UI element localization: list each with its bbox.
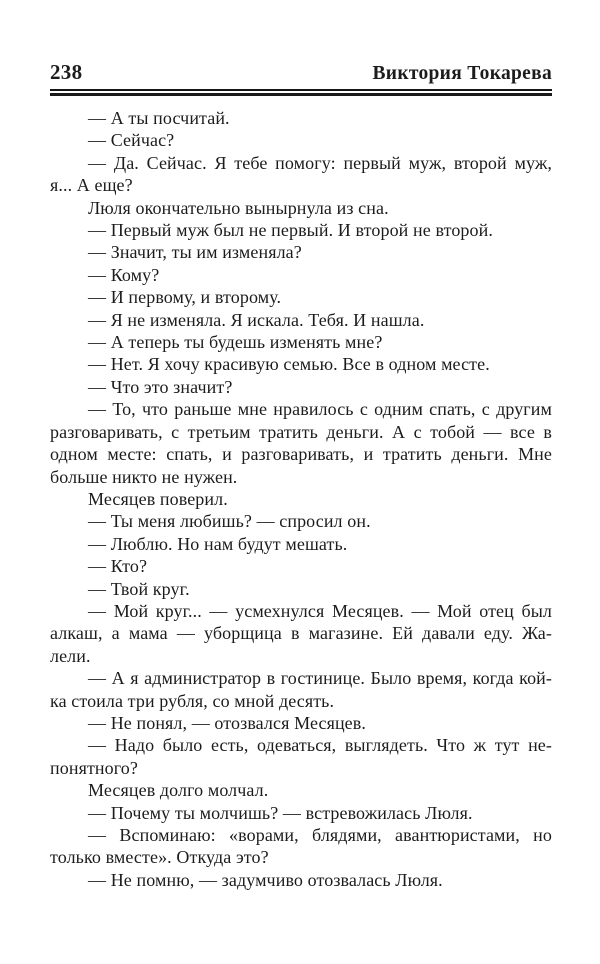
text-line: — Кто? bbox=[88, 556, 148, 577]
text-line: — Не помню, — задумчиво отозвалась Люля. bbox=[88, 869, 443, 890]
text-line: Месяцев поверил. bbox=[88, 488, 228, 509]
text-line: — Нет. Я хочу красивую семью. Все в одном месте. bbox=[88, 354, 490, 375]
text-line: — Мой круг... — усмехнулся Месяцев. — Мой отец был bbox=[88, 600, 552, 621]
text-line: — То, что раньше мне нравилось с одним спать, с другим bbox=[88, 399, 552, 420]
text-line: я... А еще? bbox=[50, 175, 133, 196]
text-line: лели. bbox=[50, 645, 91, 666]
text-line: — Надо было есть, одеваться, выглядеть. Что ж тут не- bbox=[88, 735, 552, 756]
text-line: одном месте: спать, и разговаривать, и тратить деньги. Мне bbox=[50, 444, 552, 465]
text-line: — И первому, и второму. bbox=[88, 287, 282, 308]
text-line: — Не понял, — отозвался Месяцев. bbox=[88, 712, 366, 733]
text-line: — Что это значит? bbox=[88, 376, 233, 397]
text-line: — А я администратор в гостинице. Было время, когда кой- bbox=[88, 668, 552, 689]
text-line: — Первый муж был не первый. И второй не второй. bbox=[88, 220, 493, 241]
text-body bbox=[50, 107, 552, 891]
text-line: понятного? bbox=[50, 757, 138, 778]
text-line: алкаш, а мама — уборщица в магазине. Ей давали еду. Жа- bbox=[50, 623, 552, 644]
text-line: Люля окончательно вынырнула из сна. bbox=[88, 197, 389, 218]
text-line: — А ты посчитай. bbox=[88, 108, 230, 128]
text-line: — Сейчас? bbox=[88, 130, 175, 151]
text-line: — Почему ты молчишь? — встревожилась Люля. bbox=[88, 802, 473, 823]
page-number: 238 bbox=[50, 60, 83, 84]
text-line: — Я не изменяла. Я искала. Тебя. И нашла. bbox=[88, 309, 425, 330]
text-line: — А теперь ты будешь изменять мне? bbox=[88, 332, 383, 353]
author-name: Виктория Токарева bbox=[372, 63, 552, 84]
text-line: — Твой круг. bbox=[88, 578, 190, 599]
text-line: только вместе». Откуда это? bbox=[50, 847, 269, 868]
text-line: — Вспоминаю: «ворами, блядями, авантюристами, но bbox=[88, 825, 552, 845]
text-line: ка стоила три рубля, со мной десять. bbox=[50, 690, 335, 711]
text-line: — Люблю. Но нам будут мешать. bbox=[88, 533, 348, 554]
text-line: Месяцев долго молчал. bbox=[88, 780, 269, 801]
text-line: — Кому? bbox=[88, 264, 160, 285]
text-line: — Значит, ты им изменяла? bbox=[88, 242, 302, 263]
text-line: разговаривать, с третьим тратить деньги. А с тобой — все в bbox=[50, 421, 552, 442]
header-rule-thick bbox=[50, 93, 552, 96]
text-line: — Да. Сейчас. Я тебе помогу: первый муж, второй муж, bbox=[88, 152, 552, 173]
text-line: больше никто не нужен. bbox=[50, 466, 238, 487]
running-head bbox=[50, 60, 552, 86]
text-line: — Ты меня любишь? — спросил он. bbox=[88, 511, 371, 532]
